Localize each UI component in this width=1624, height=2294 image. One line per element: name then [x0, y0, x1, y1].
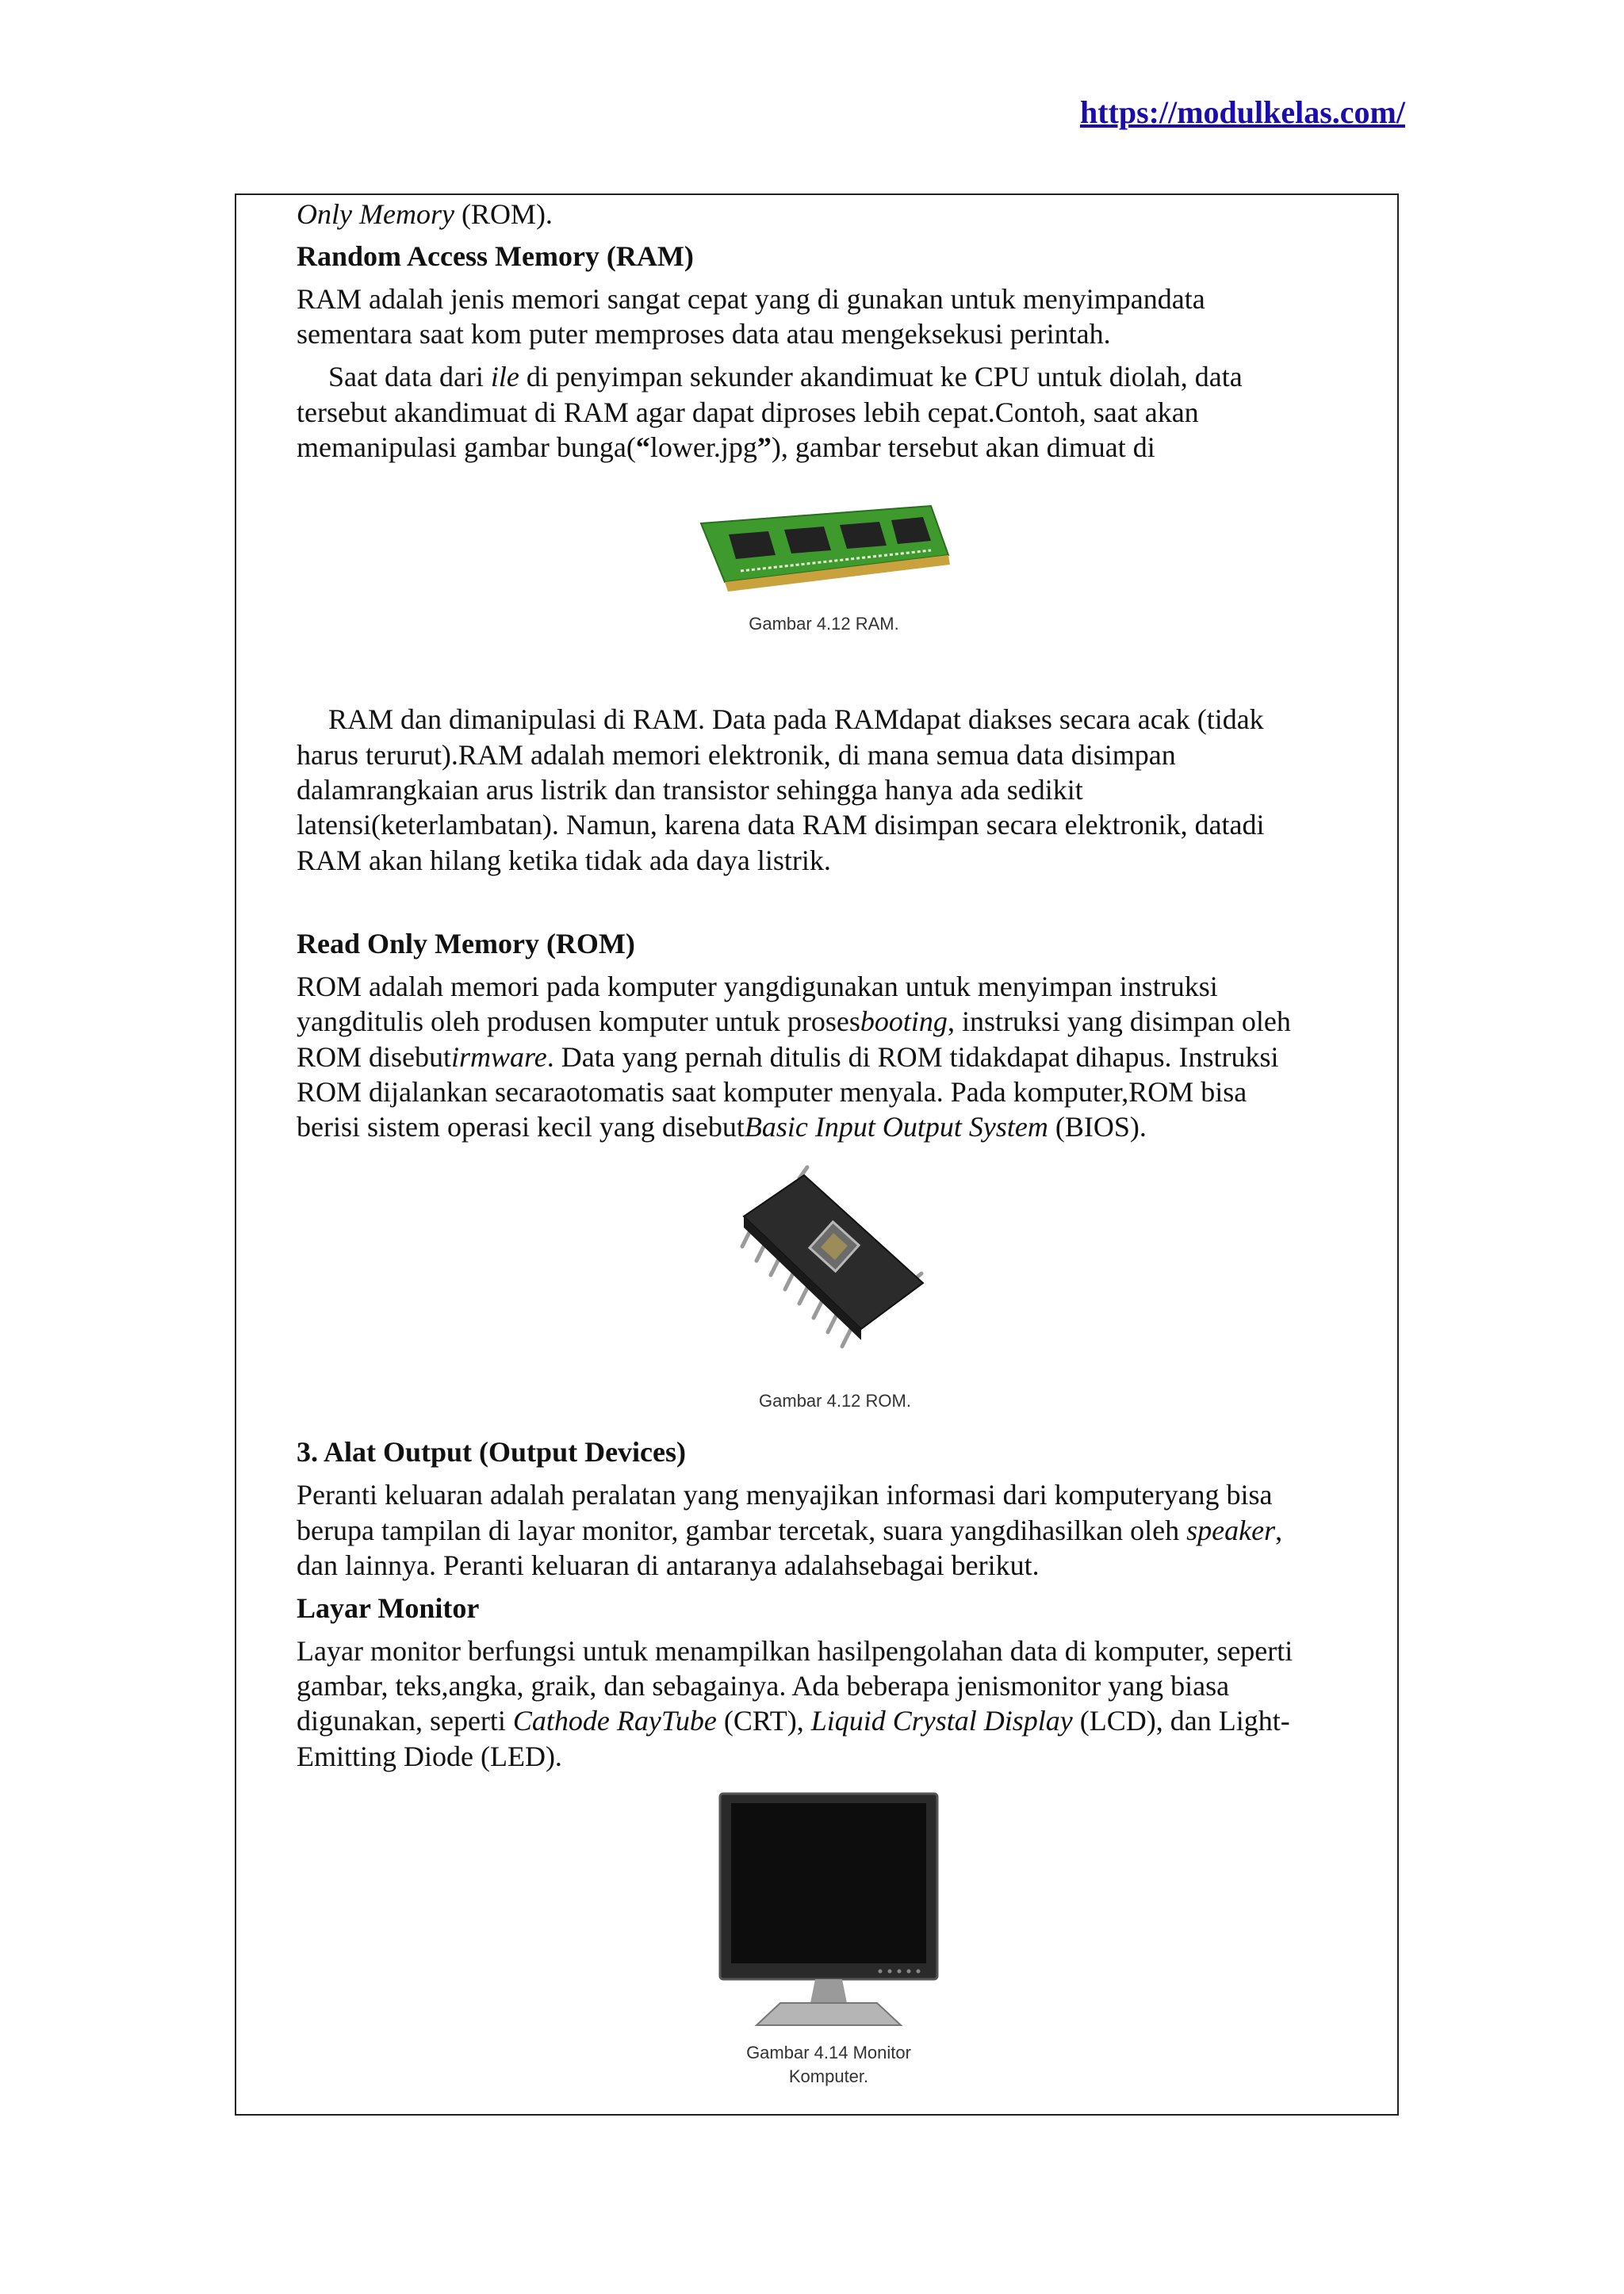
monitor-image [714, 1790, 944, 2036]
text-line: Layar monitor berfungsi untuk menampilkan hasilpengolahan data di komputer, seperti [297, 1635, 1293, 1667]
rom-chip-image [728, 1164, 934, 1362]
text-line: ROM adalah memori pada komputer yangdigunakan untuk menyimpan instruksi [297, 971, 1218, 1002]
text-line: RAM dan dimanipulasi di RAM. Data pada RAMdapat diakses secara acak (tidak [328, 703, 1264, 735]
ram-module-image [693, 500, 955, 595]
text-line: ROM dijalankan secaraotomatis saat komputer menyala. Pada komputer,ROM bisa [297, 1076, 1247, 1108]
ram-figure-caption: Gambar 4.12 RAM. [749, 614, 899, 634]
text-line: digunakan, seperti Cathode RayTube (CRT), Liquid Crystal Display (LCD), dan Light- [297, 1705, 1290, 1737]
text-line: dalamrangkaian arus listrik dan transistor sehingga hanya ada sedikit [297, 774, 1083, 806]
monitor-figure [714, 1790, 944, 2036]
text-line: memanipulasi gambar bunga(“lower.jpg”), gambar tersebut akan dimuat di [297, 431, 1155, 463]
intro-line: Only Memory (ROM). [297, 198, 553, 230]
rom-figure-caption: Gambar 4.12 ROM. [759, 1391, 911, 1411]
text-line: berisi sistem operasi kecil yang disebutBasic Input Output System (BIOS). [297, 1111, 1147, 1143]
text-line: berupa tampilan di layar monitor, gambar tercetak, suara yangdihasilkan oleh speaker, [297, 1515, 1283, 1546]
header-url-link[interactable]: https://modulkelas.com/ [1079, 94, 1405, 130]
text-line: ROM disebutirmware. Data yang pernah ditulis di ROM tidakdapat dihapus. Instruksi [297, 1041, 1279, 1073]
text-line: harus terurut).RAM adalah memori elektronik, di mana semua data disimpan [297, 739, 1176, 771]
text-line: gambar, teks,angka, graik, dan sebagainya. Ada beberapa jenismonitor yang biasa [297, 1670, 1230, 1702]
text-line: dan lainnya. Peranti keluaran di antaranya adalahsebagai berikut. [297, 1549, 1040, 1581]
text-line: Peranti keluaran adalah peralatan yang menyajikan informasi dari komputeryang bisa [297, 1479, 1273, 1511]
ram-heading: Random Access Memory (RAM) [297, 240, 694, 272]
text-line: Emitting Diode (LED). [297, 1741, 562, 1772]
monitor-heading: Layar Monitor [297, 1592, 480, 1624]
text-line: tersebut akandimuat di RAM agar dapat diproses lebih cepat.Contoh, saat akan [297, 396, 1199, 428]
monitor-figure-caption [706, 2041, 952, 2089]
rom-figure [728, 1164, 934, 1362]
caption-line: Komputer. [788, 2066, 869, 2086]
caption-line: Gambar 4.14 Monitor [746, 2043, 911, 2062]
rom-heading: Read Only Memory (ROM) [297, 928, 635, 959]
text-line: RAM akan hilang ketika tidak ada daya listrik. [297, 844, 831, 876]
text-line: latensi(keterlambatan). Namun, karena data RAM disimpan secara elektronik, datadi [297, 809, 1265, 841]
text-line: RAM adalah jenis memori sangat cepat yang di gunakan untuk menyimpandata [297, 283, 1205, 315]
text-line: sementara saat kom puter memproses data atau mengeksekusi perintah. [297, 318, 1111, 350]
text-line: Saat data dari ile di penyimpan sekunder akandimuat ke CPU untuk diolah, data [328, 361, 1243, 393]
text-line: yangditulis oleh produsen komputer untuk prosesbooting, instruksi yang disimpan oleh [297, 1005, 1291, 1037]
ram-figure [693, 500, 955, 595]
output-devices-heading: 3. Alat Output (Output Devices) [297, 1436, 687, 1468]
